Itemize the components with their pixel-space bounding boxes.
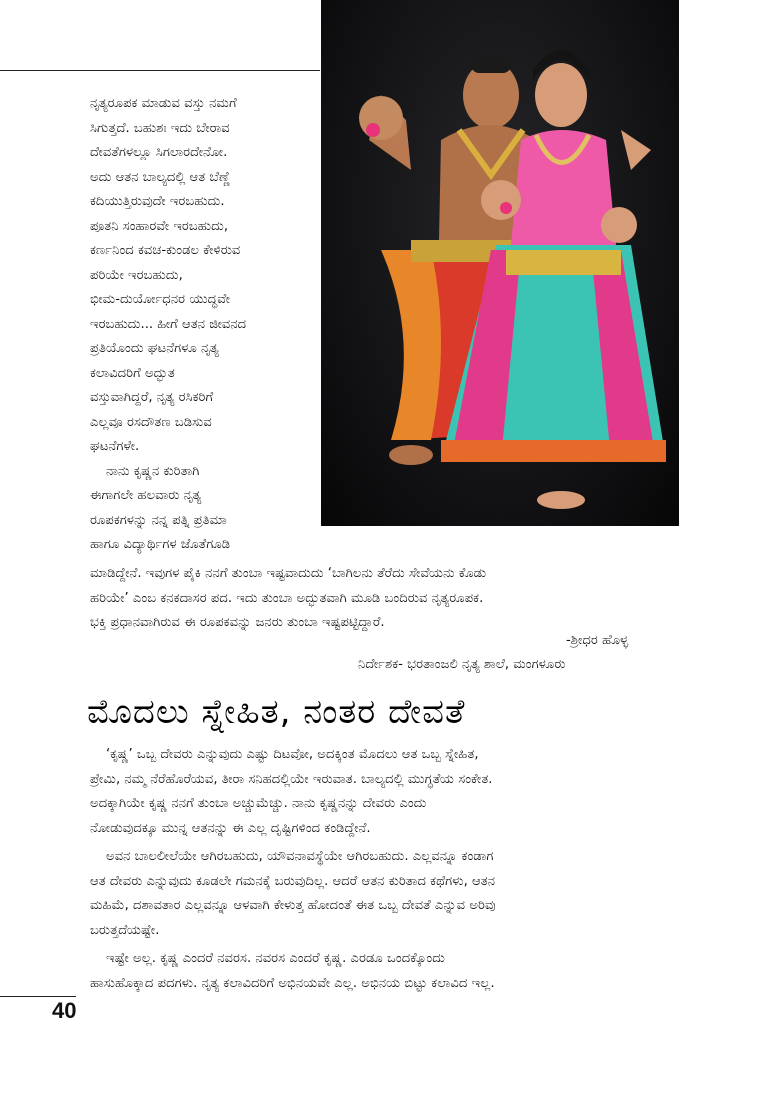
column-paragraph: ನೃತ್ಯರೂಪಕ ಮಾಡುವ ವಸ್ತು ನಮಗೆ ಸಿಗುತ್ತದೆ. ಬಹುಶಃ ಇದು ಬೇರಾವ ದೇವತೆಗಳಲ್ಲೂ ಸಿಗಲಾರದೇನೋ. ಅದು ಆತನ ಬಾಲ್ಯದಲ್ಲಿ ಆತ ಬೆಣ್ಣೆ ಕದಿಯುತ್ತಿರುವುದೇ ಇರಬಹುದು. ಪೂತನಿ ಸಂಹಾರವೇ ಇರಬಹುದು, ಕರ್ಣನಿಂದ ಕವಚ-ಕುಂಡಲ ಕೇಳಿರುವ ಪರಿಯೇ ಇರಬಹುದು, ಭೀಮ-ದುರ್ಯೋಧನರ ಯುದ್ಧವೇ ಇರಬಹುದು... ಹೀಗೆ ಆತನ ಜೀವನದ ಪ್ರತಿಯೊಂದು ಘಟನೆಗಳೂ ನೃತ್ಯ ಕಲಾವಿದರಿಗೆ ಅದ್ಭುತ ವಸ್ತುವಾಗಿದ್ದರೆ, ನೃತ್ಯ ರಸಿಕರಿಗೆ ಎಲ್ಲವೂ ರಸದೌತಣ ಬಡಿಸುವ ಘಟನೆಗಳೇ.: [90, 96, 247, 454]
dancers-photo: [321, 0, 679, 526]
column-paragraph: ನಾನು ಕೃಷ್ಣನ ಕುರಿತಾಗಿ ಈಗಾಗಲೇ ಹಲವಾರು ನೃತ್ಯ ರೂಪಕಗಳನ್ನು ನನ್ನ ಪತ್ನಿ ಪ್ರತಿಮಾ ಹಾಗೂ ವಿದ್ಯಾರ್ಥಿಗಳ ಜೊತೆಗೂಡಿ: [90, 463, 231, 552]
body-paragraph: ಅವನ ಬಾಲಲೀಲೆಯೇ ಆಗಿರಬಹುದು, ಯೌವನಾವಸ್ಥೆಯೇ ಆಗಿರಬಹುದು. ಎಲ್ಲವನ್ನೂ ಕಂಡಾಗ ಆತ ದೇವರು ಎನ್ನುವುದು ಕೂಡಲೇ ಗಮನಕ್ಕೆ ಬರುವುದಿಲ್ಲ. ಆದರೆ ಆತನ ಕುರಿತಾದ ಕಥೆಗಳು, ಆತನ ಮಹಿಮೆ, ದಶಾವತಾರ ಎಲ್ಲವನ್ನೂ ಆಳವಾಗಿ ಕೇಳುತ್ತ ಹೋದಂತೆ ಈತ ಒಬ್ಬ ದೇವತೆ ಎನ್ನುವ ಅರಿವು ಬರುತ್ತದೆಯಷ್ಟೇ.: [90, 849, 496, 938]
article-body: [90, 743, 695, 1000]
author-role: ನಿರ್ದೇಶಕ- ಭರತಾಂಜಲಿ ನೃತ್ಯ ಶಾಲೆ, ಮಂಗಳೂರು: [358, 657, 566, 672]
author-signature: -ಶ್ರೀಧರ ಹೊಳ್ಳ: [566, 633, 629, 648]
page-number: 40: [52, 998, 77, 1023]
column-continuation: ಮಾಡಿದ್ದೇನೆ. ಇವುಗಳ ಪೈಕಿ ನನಗೆ ತುಂಬಾ ಇಷ್ಟವಾದುದು ‘ಬಾಗಿಲನು ತೆರೆದು ಸೇವೆಯನು ಕೊಡು ಹರಿಯೇ’ ಎಂಬ ಕನಕದಾಸರ ಪದ. ಇದು ತುಂಬಾ ಅದ್ಭುತವಾಗಿ ಮೂಡಿ ಬಂದಿರುವ ನೃತ್ಯರೂಪಕ. ಭಕ್ತಿ ಪ್ರಧಾನವಾಗಿರುವ ಈ ರೂಪಕವನ್ನು ಜನರು ತುಂಬಾ ಇಷ್ಟಪಟ್ಟಿದ್ದಾರೆ.: [90, 566, 487, 630]
section-heading: ಮೊದಲು ಸ್ನೇಹಿತ, ನಂತರ ದೇವತೆ: [87, 692, 466, 732]
body-paragraph: ಇಷ್ಟೇ ಅಲ್ಲ. ಕೃಷ್ಣ ಎಂದರೆ ನವರಸ. ನವರಸ ಎಂದರೆ ಕೃಷ್ಣ. ಎರಡೂ ಒಂದಕ್ಕೊಂದು ಹಾಸುಹೊಕ್ಕಾದ ಪದಗಳು. ನೃತ್ಯ ಕಲಾವಿದರಿಗೆ ಅಭಿನಯವೇ ಎಲ್ಲ. ಅಭಿನಯ ಬಿಟ್ಟು ಕಲಾವಿದ ಇಲ್ಲ.: [90, 951, 495, 991]
top-rule: [0, 70, 320, 71]
body-paragraph: ‘ಕೃಷ್ಣ’ ಒಬ್ಬ ದೇವರು ಎನ್ನುವುದು ಎಷ್ಟು ದಿಟವೋ, ಅದಕ್ಕಿಂತ ಮೊದಲು ಆತ ಒಬ್ಬ ಸ್ನೇಹಿತ, ಪ್ರೇಮಿ, ನಮ್ಮ ನೆರೆಹೊರೆಯವ, ತೀರಾ ಸನಿಹದಲ್ಲಿಯೇ ಇರುವಾತ. ಬಾಲ್ಯದಲ್ಲಿ ಮುಗ್ಧತೆಯ ಸಂಕೇತ. ಅದಕ್ಕಾಗಿಯೇ ಕೃಷ್ಣ ನನಗೆ ತುಂಬಾ ಅಚ್ಚುಮೆಚ್ಚು. ನಾನು ಕೃಷ್ಣನನ್ನು ದೇವರು ಎಂದು ನೋಡುವುದಕ್ಕೂ ಮುನ್ನ ಆತನನ್ನು ಈ ಎಲ್ಲ ದೃಷ್ಟಿಗಳಿಂದ ಕಂಡಿದ್ದೇನೆ.: [90, 747, 493, 836]
intro-column: [90, 92, 322, 558]
footer-rule: [0, 996, 76, 997]
